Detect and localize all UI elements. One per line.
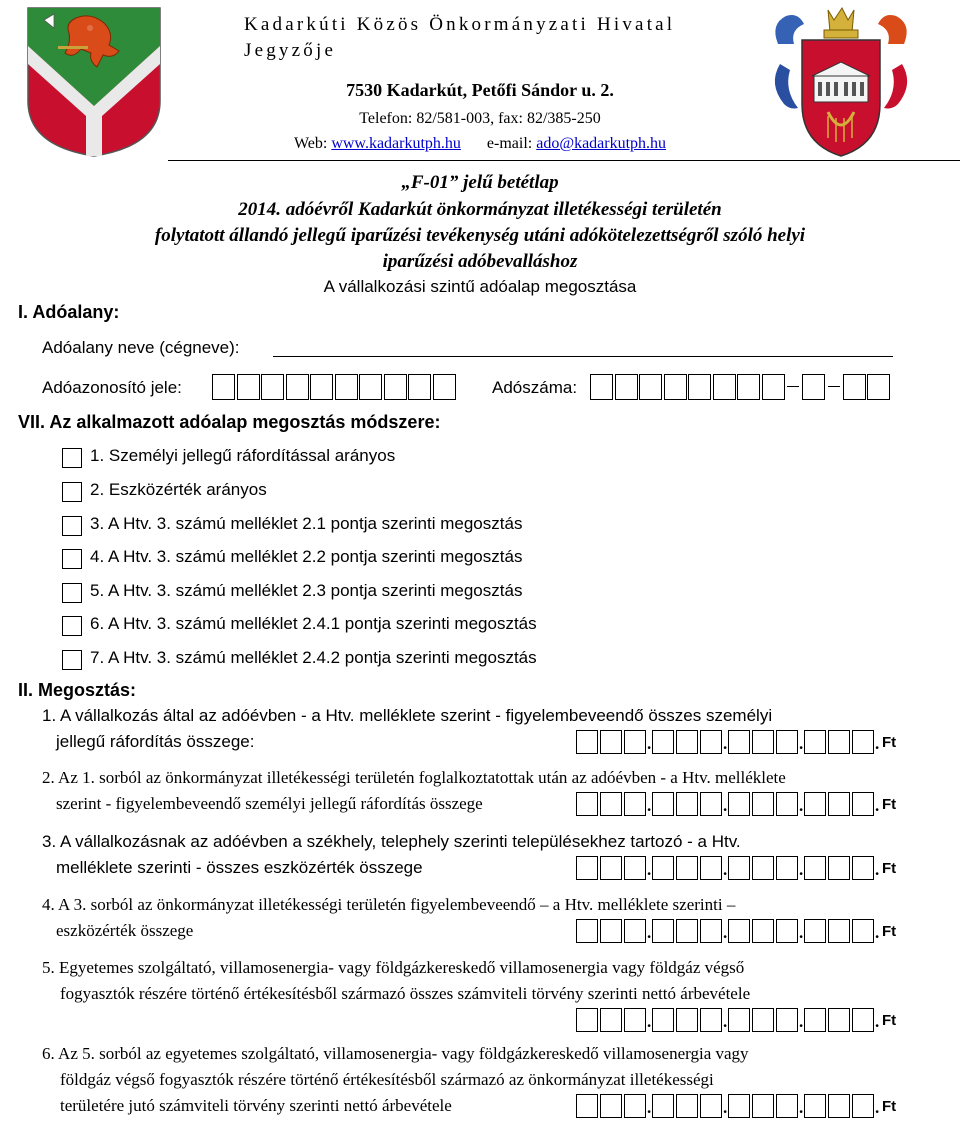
amount-field[interactable]: . . . . Ft <box>576 1008 906 1032</box>
amount-digit-box[interactable] <box>700 856 722 880</box>
amount-field[interactable]: . . . . Ft <box>576 1094 906 1118</box>
section-allocation-heading: II. Megosztás: <box>18 680 137 700</box>
amount-digit-box[interactable] <box>828 792 850 816</box>
tax-number-digit-box[interactable] <box>713 374 736 400</box>
tax-id-digit-box[interactable] <box>212 374 235 400</box>
amount-digit-box[interactable] <box>728 856 750 880</box>
office-web-line <box>0 135 960 153</box>
amount-digit-box[interactable] <box>728 1094 750 1118</box>
amount-digit-box[interactable] <box>700 792 722 816</box>
tax-number-digit-box[interactable] <box>590 374 613 400</box>
amount-digit-box[interactable] <box>852 1094 874 1118</box>
method-option-checkbox[interactable] <box>62 516 82 536</box>
amount-digit-box[interactable] <box>576 919 598 943</box>
email-link[interactable]: ado@kadarkutph.hu <box>536 135 667 152</box>
allocation-item-text: földgáz végső fogyasztók részére történő értékesítésből származó az önkormányzat illetékességi <box>60 1070 714 1089</box>
amount-digit-box[interactable] <box>776 1008 798 1032</box>
office-phone: Telefon: 82/581-003, fax: 82/385-250 <box>359 110 601 127</box>
amount-digit-box[interactable] <box>752 792 774 816</box>
email-label: e-mail: <box>486 135 533 152</box>
tax-id-digit-box[interactable] <box>335 374 358 400</box>
form-title-line3: folytatott állandó jellegű iparűzési tevékenység utáni adókötelezettségről szóló helyi <box>154 225 806 246</box>
amount-digit-box[interactable] <box>852 792 874 816</box>
section-method-heading: VII. Az alkalmazott adóalap megosztás módszere: <box>18 412 441 432</box>
tax-number-field[interactable] <box>590 374 902 400</box>
method-option-label: 1. Személyi jellegű ráfordítással arányos <box>90 446 396 465</box>
allocation-item-text: 1. A vállalkozás által az adóévben - a Htv. melléklete szerint - figyelembeveendő összes személyi <box>42 706 773 725</box>
amount-digit-box[interactable] <box>576 1094 598 1118</box>
method-option-label: 3. A Htv. 3. számú melléklet 2.1 pontja szerinti megosztás <box>90 514 523 533</box>
tax-id-digit-box[interactable] <box>433 374 456 400</box>
amount-digit-box[interactable] <box>700 919 722 943</box>
currency-unit: Ft <box>882 734 897 751</box>
method-option-label: 2. Eszközérték arányos <box>90 480 267 499</box>
amount-digit-box[interactable] <box>852 919 874 943</box>
currency-unit: Ft <box>882 923 897 940</box>
amount-digit-box[interactable] <box>624 1008 646 1032</box>
tax-id-digit-box[interactable] <box>261 374 284 400</box>
amount-digit-box[interactable] <box>752 856 774 880</box>
allocation-item-text: 2. Az 1. sorból az önkormányzat illetékességi területén foglalkoztatottak után az adóévben - a Htv. melléklete <box>42 768 786 787</box>
amount-digit-box[interactable] <box>652 1008 674 1032</box>
amount-digit-box[interactable] <box>752 1094 774 1118</box>
tax-number-digit-box[interactable] <box>762 374 785 400</box>
tax-number-digit-box[interactable] <box>737 374 760 400</box>
method-option-checkbox[interactable] <box>62 616 82 636</box>
tax-number-separator <box>787 386 799 387</box>
amount-digit-box[interactable] <box>576 856 598 880</box>
method-option-checkbox[interactable] <box>62 482 82 502</box>
amount-digit-box[interactable] <box>700 1008 722 1032</box>
allocation-item-text: szerint - figyelembeveendő személyi jellegű ráfordítás összege <box>56 794 483 813</box>
currency-unit: Ft <box>882 1098 897 1115</box>
amount-digit-box[interactable] <box>624 856 646 880</box>
currency-unit: Ft <box>882 1012 897 1029</box>
amount-digit-box[interactable] <box>652 856 674 880</box>
amount-digit-box[interactable] <box>776 730 798 754</box>
tax-id-digit-box[interactable] <box>310 374 333 400</box>
amount-digit-box[interactable] <box>776 856 798 880</box>
amount-digit-box[interactable] <box>804 919 826 943</box>
amount-digit-box[interactable] <box>852 1008 874 1032</box>
allocation-item-text: eszközérték összege <box>56 921 194 940</box>
method-option-label: 7. A Htv. 3. számú melléklet 2.4.2 pontja szerinti megosztás <box>90 648 537 667</box>
form-title-line2: 2014. adóévről Kadarkút önkormányzat illetékességi területén <box>238 199 722 220</box>
method-option-label: 6. A Htv. 3. számú melléklet 2.4.1 pontja szerinti megosztás <box>90 614 537 633</box>
amount-digit-box[interactable] <box>828 1094 850 1118</box>
tax-id-digit-box[interactable] <box>408 374 431 400</box>
amount-digit-box[interactable] <box>624 730 646 754</box>
tax-number-label: Adószáma: <box>492 378 578 397</box>
amount-digit-box[interactable] <box>676 856 698 880</box>
tax-number-digit-box[interactable] <box>615 374 638 400</box>
amount-digit-box[interactable] <box>804 730 826 754</box>
tax-id-digit-box[interactable] <box>237 374 260 400</box>
amount-digit-box[interactable] <box>728 1008 750 1032</box>
taxpayer-name-label: Adóalany neve (cégneve): <box>42 338 240 357</box>
allocation-item-text: 4. A 3. sorból az önkormányzat illetékességi területén figyelembeveendő – a Htv. melléklete szerinti – <box>42 895 736 914</box>
tax-id-digit-box[interactable] <box>286 374 309 400</box>
form-title: „F-01” jelű betétlap <box>401 172 559 193</box>
amount-field[interactable]: . . . . Ft <box>576 919 906 943</box>
office-name: Kadarkúti Közös Önkormányzati Hivatal <box>244 14 676 35</box>
amount-digit-box[interactable] <box>576 792 598 816</box>
amount-digit-box[interactable] <box>676 919 698 943</box>
amount-digit-box[interactable] <box>600 730 622 754</box>
amount-digit-box[interactable] <box>776 919 798 943</box>
amount-field[interactable]: . . . . Ft <box>576 792 906 816</box>
amount-digit-box[interactable] <box>600 856 622 880</box>
amount-digit-box[interactable] <box>600 792 622 816</box>
amount-digit-box[interactable] <box>600 1008 622 1032</box>
tax-number-digit-box[interactable] <box>664 374 687 400</box>
amount-field[interactable]: . . . . Ft <box>576 856 906 880</box>
tax-number-separator <box>828 386 840 387</box>
amount-digit-box[interactable] <box>728 730 750 754</box>
tax-number-digit-box[interactable] <box>843 374 866 400</box>
amount-digit-box[interactable] <box>624 792 646 816</box>
method-option-label: 4. A Htv. 3. számú melléklet 2.2 pontja szerinti megosztás <box>90 547 523 566</box>
tax-id-label: Adóazonosító jele: <box>42 378 182 397</box>
tax-id-digit-box[interactable] <box>359 374 382 400</box>
tax-id-digit-box[interactable] <box>384 374 407 400</box>
amount-digit-box[interactable] <box>728 792 750 816</box>
allocation-item-text: 6. Az 5. sorból az egyetemes szolgáltató, villamosenergia- vagy földgázkereskedő villamosenergia vagy <box>42 1044 749 1063</box>
method-option-checkbox[interactable] <box>62 583 82 603</box>
currency-unit: Ft <box>882 860 897 877</box>
amount-digit-box[interactable] <box>652 792 674 816</box>
amount-digit-box[interactable] <box>776 1094 798 1118</box>
allocation-item-text: jellegű ráfordítás összege: <box>56 732 255 751</box>
amount-digit-box[interactable] <box>624 1094 646 1118</box>
allocation-item-text: területére jutó számviteli törvény szerinti nettó árbevétele <box>60 1096 452 1115</box>
tax-number-digit-box[interactable] <box>867 374 890 400</box>
form-subtitle: A vállalkozási szintű adóalap megosztása <box>323 277 637 296</box>
amount-digit-box[interactable] <box>828 919 850 943</box>
amount-digit-box[interactable] <box>600 1094 622 1118</box>
method-option-checkbox[interactable] <box>62 448 82 468</box>
amount-digit-box[interactable] <box>776 792 798 816</box>
amount-digit-box[interactable] <box>752 1008 774 1032</box>
amount-digit-box[interactable] <box>728 919 750 943</box>
amount-digit-box[interactable] <box>752 919 774 943</box>
office-subtitle: Jegyzője <box>244 40 337 61</box>
section-taxpayer-heading: I. Adóalany: <box>18 302 120 322</box>
amount-digit-box[interactable] <box>852 730 874 754</box>
amount-digit-box[interactable] <box>676 730 698 754</box>
amount-digit-box[interactable] <box>852 856 874 880</box>
amount-digit-box[interactable] <box>676 792 698 816</box>
currency-unit: Ft <box>882 796 897 813</box>
form-title-line4: iparűzési adóbevalláshoz <box>382 251 578 272</box>
tax-number-digit-box[interactable] <box>802 374 825 400</box>
method-option-checkbox[interactable] <box>62 650 82 670</box>
amount-field[interactable]: . . . . Ft <box>576 730 906 754</box>
tax-number-digit-box[interactable] <box>639 374 662 400</box>
web-label: Web: <box>293 135 328 152</box>
amount-digit-box[interactable] <box>676 1008 698 1032</box>
amount-digit-box[interactable] <box>652 919 674 943</box>
amount-digit-box[interactable] <box>804 792 826 816</box>
web-link[interactable]: www.kadarkutph.hu <box>331 135 461 152</box>
amount-digit-box[interactable] <box>576 1008 598 1032</box>
amount-digit-box[interactable] <box>652 730 674 754</box>
amount-digit-box[interactable] <box>576 730 598 754</box>
allocation-item-text: 3. A vállalkozásnak az adóévben a székhely, telephely szerinti településekhez tartozó - a Htv. <box>42 832 741 851</box>
amount-digit-box[interactable] <box>828 730 850 754</box>
amount-digit-box[interactable] <box>804 856 826 880</box>
allocation-item-text: fogyasztók részére történő értékesítésből származó összes számviteli törvény szerinti nettó árbevétele <box>60 984 751 1003</box>
amount-digit-box[interactable] <box>676 1094 698 1118</box>
office-address: 7530 Kadarkút, Petőfi Sándor u. 2. <box>346 80 614 100</box>
amount-digit-box[interactable] <box>652 1094 674 1118</box>
amount-digit-box[interactable] <box>600 919 622 943</box>
allocation-item-text: melléklete szerinti - összes eszközérték összege <box>56 858 423 877</box>
amount-digit-box[interactable] <box>700 730 722 754</box>
amount-digit-box[interactable] <box>700 1094 722 1118</box>
tax-id-field[interactable] <box>212 374 462 400</box>
method-option-label: 5. A Htv. 3. számú melléklet 2.3 pontja szerinti megosztás <box>90 581 523 600</box>
taxpayer-name-field[interactable] <box>273 356 893 357</box>
amount-digit-box[interactable] <box>828 856 850 880</box>
amount-digit-box[interactable] <box>752 730 774 754</box>
amount-digit-box[interactable] <box>804 1094 826 1118</box>
amount-digit-box[interactable] <box>624 919 646 943</box>
allocation-item-text: 5. Egyetemes szolgáltató, villamosenergia- vagy földgázkereskedő villamosenergia vagy földgáz végső <box>42 958 745 977</box>
header-divider <box>168 160 960 161</box>
amount-digit-box[interactable] <box>828 1008 850 1032</box>
amount-digit-box[interactable] <box>804 1008 826 1032</box>
tax-number-digit-box[interactable] <box>688 374 711 400</box>
method-option-checkbox[interactable] <box>62 549 82 569</box>
